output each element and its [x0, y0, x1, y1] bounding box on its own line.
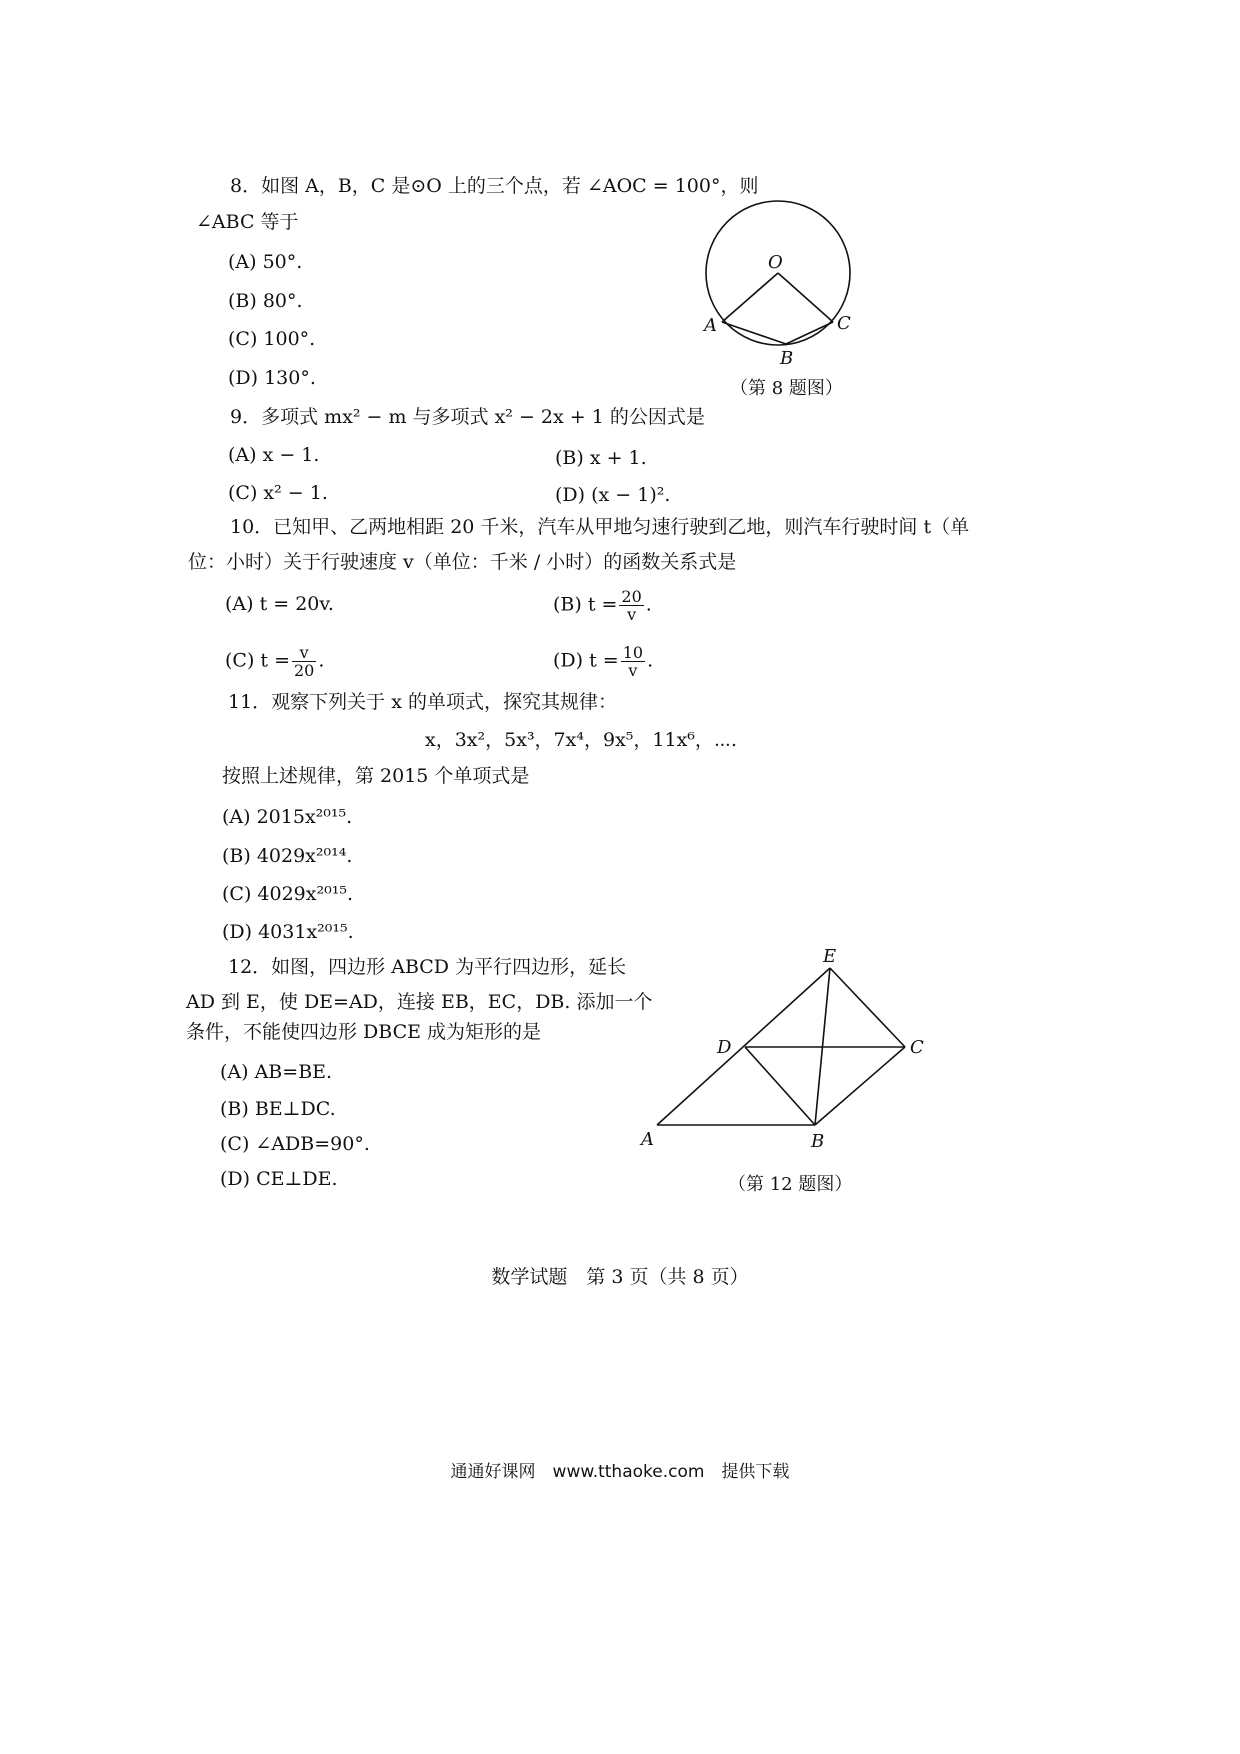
q11-option-c: (C) 4029x²⁰¹⁵. — [222, 883, 353, 905]
q11-stem: 11．观察下列关于 x 的单项式，探究其规律： — [228, 691, 617, 713]
label-e: E — [823, 946, 837, 967]
q9-stem: 9．多项式 mx² − m 与多项式 x² − 2x + 1 的公因式是 — [230, 406, 705, 428]
q10-option-a: (A) t = 20v. — [225, 593, 334, 615]
q9-option-b: (B) x + 1. — [555, 447, 647, 469]
label-o: O — [768, 252, 783, 273]
q12-option-a: (A) AB=BE. — [220, 1061, 333, 1083]
q8-stem-line2: ∠ABC 等于 — [196, 211, 299, 233]
q8-circle-figure — [690, 195, 870, 375]
q8-option-d: (D) 130°. — [228, 367, 316, 389]
label-c: C — [837, 313, 851, 334]
q8-stem-line1: 8．如图 A，B，C 是⊙O 上的三个点，若 ∠AOC = 100°，则 — [230, 175, 759, 197]
q11-option-a: (A) 2015x²⁰¹⁵. — [222, 806, 353, 828]
label-d: D — [717, 1037, 732, 1058]
q12-option-b: (B) BE⊥DC. — [220, 1098, 336, 1120]
q12-stem-line2: AD 到 E，使 DE=AD，连接 EB，EC，DB. 添加一个 — [186, 991, 653, 1013]
q8-figure-caption: （第 8 题图） — [730, 378, 843, 399]
q12-parallelogram-figure — [635, 940, 935, 1155]
page-footer: 数学试题 第 3 页（共 8 页） — [491, 1266, 749, 1288]
segment-bc — [815, 1047, 905, 1125]
q11-option-d: (D) 4031x²⁰¹⁵. — [222, 921, 354, 943]
q11-option-b: (B) 4029x²⁰¹⁴. — [222, 845, 353, 867]
label-c: C — [910, 1037, 924, 1058]
q11-sequence: x，3x²，5x³，7x⁴，9x⁵，11x⁶，⋯. — [425, 729, 738, 751]
download-source-line: 通通好课网 www.tthaoke.com 提供下载 — [450, 1462, 790, 1482]
q10-option-b: (B) t = $\frac{20}{v}$ . — [553, 587, 652, 624]
q8-option-c: (C) 100°. — [228, 328, 316, 350]
q10-stem-line1: 10．已知甲、乙两地相距 20 千米，汽车从甲地匀速行驶到乙地，则汽车行驶时间 t（单 — [230, 516, 970, 538]
q9-option-d: (D) (x − 1)². — [555, 484, 671, 506]
q10-option-c: (C) t = $\frac{v}{20}$ . — [225, 643, 325, 680]
q12-stem-line1: 12．如图，四边形 ABCD 为平行四边形，延长 — [228, 956, 627, 978]
label-b: B — [780, 348, 794, 369]
segment-ec — [830, 968, 905, 1047]
q8-option-b: (B) 80°. — [228, 290, 303, 312]
q12-option-c: (C) ∠ADB=90°. — [220, 1133, 370, 1155]
segment-bc — [786, 322, 833, 344]
segment-oa — [722, 273, 778, 322]
q8-option-a: (A) 50°. — [228, 251, 303, 273]
q11-stem-line2: 按照上述规律，第 2015 个单项式是 — [222, 765, 530, 787]
q12-option-d: (D) CE⊥DE. — [220, 1168, 338, 1190]
segment-oc — [778, 273, 833, 322]
q10-option-d: (D) t = $\frac{10}{v}$ . — [553, 643, 654, 680]
q12-stem-line3: 条件，不能使四边形 DBCE 成为矩形的是 — [186, 1021, 542, 1043]
q9-option-a: (A) x − 1. — [228, 444, 320, 466]
segment-db — [745, 1047, 815, 1125]
q9-option-c: (C) x² − 1. — [228, 482, 328, 504]
q12-figure-caption: （第 12 题图） — [728, 1174, 853, 1195]
label-b: B — [811, 1131, 825, 1152]
q10-stem-line2: 位：小时）关于行驶速度 v（单位：千米 / 小时）的函数关系式是 — [188, 551, 737, 573]
label-a: A — [641, 1129, 654, 1150]
label-a: A — [704, 315, 717, 336]
